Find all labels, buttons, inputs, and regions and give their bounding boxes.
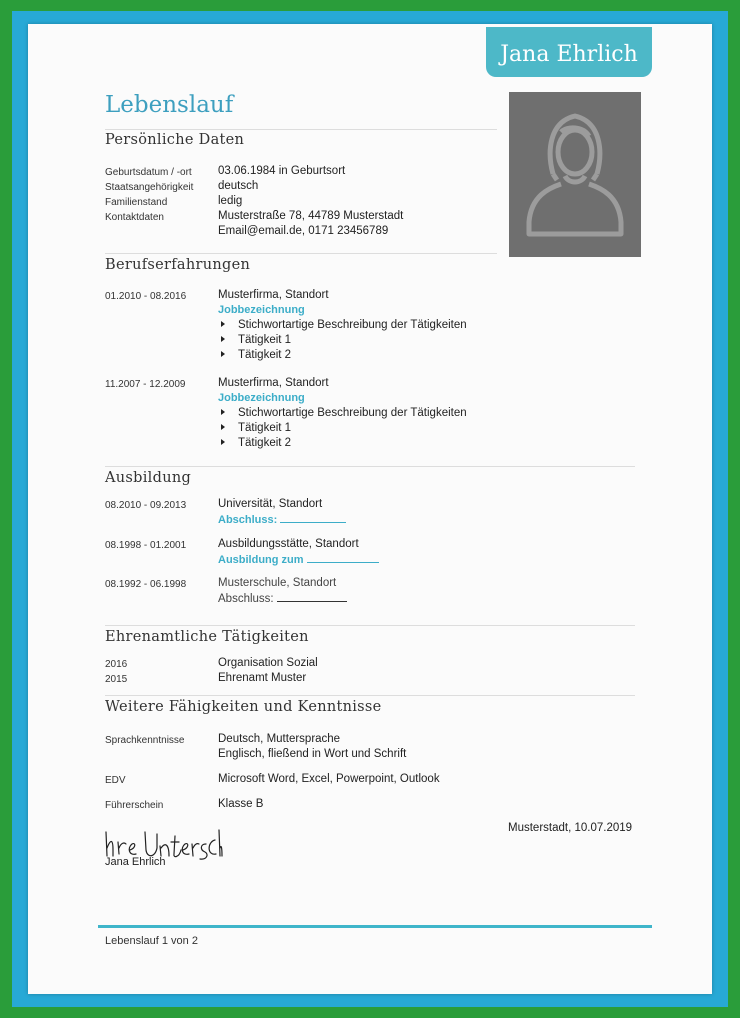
- section-divider: [105, 466, 635, 467]
- profile-photo-placeholder: [509, 92, 641, 257]
- experience-bullet: Stichwortartige Beschreibung der Tätigkeiten: [221, 319, 467, 331]
- section-divider: [105, 625, 635, 626]
- birth-label: Geburtsdatum / -ort: [105, 167, 192, 178]
- page-footer: Lebenslauf 1 von 2: [105, 935, 198, 947]
- footer-accent-bar: [98, 925, 652, 928]
- experience-bullet: Stichwortartige Beschreibung der Tätigkeiten: [221, 407, 467, 419]
- education-place: Universität, Standort: [218, 498, 323, 510]
- section-heading-personal: Persönliche Daten: [105, 132, 245, 148]
- education-period: 08.1992 - 06.1998: [105, 579, 187, 590]
- place-date: Musterstadt, 10.07.2019: [508, 822, 633, 834]
- bullet-arrow-icon: [221, 409, 225, 415]
- experience-job-title: Jobbezeichnung: [218, 392, 305, 404]
- experience-bullet: Tätigkeit 2: [221, 349, 291, 361]
- education-place: Musterschule, Standort: [218, 577, 337, 589]
- contact-email-phone: Email@email.de, 0171 23456789: [218, 225, 389, 237]
- name-tab: Jana Ehrlich: [486, 27, 652, 77]
- section-divider: [105, 695, 635, 696]
- nationality-value: deutsch: [218, 180, 259, 192]
- section-divider: [105, 129, 497, 130]
- experience-bullet: Tätigkeit 1: [221, 422, 291, 434]
- languages-label: Sprachkenntnisse: [105, 735, 185, 746]
- license-value: Klasse B: [218, 798, 264, 810]
- section-heading-skills: Weitere Fähigkeiten und Kenntnisse: [105, 699, 382, 715]
- languages-value: Deutsch, Muttersprache: [218, 733, 341, 745]
- bullet-arrow-icon: [221, 439, 225, 445]
- experience-period: 11.2007 - 12.2009: [105, 379, 186, 390]
- contact-label: Kontaktdaten: [105, 212, 164, 223]
- bullet-arrow-icon: [221, 351, 225, 357]
- experience-job-title: Jobbezeichnung: [218, 304, 305, 316]
- section-heading-education: Ausbildung: [105, 470, 192, 486]
- volunteer-year: 2015: [105, 674, 128, 685]
- nationality-label: Staatsangehörigkeit: [105, 182, 194, 193]
- experience-company: Musterfirma, Standort: [218, 289, 329, 301]
- education-detail: Ausbildung zum: [218, 553, 379, 566]
- experience-bullet: Tätigkeit 1: [221, 334, 291, 346]
- volunteer-activity: Ehrenamt Muster: [218, 672, 307, 684]
- marital-status-value: ledig: [218, 195, 243, 207]
- section-heading-experience: Berufserfahrungen: [105, 257, 251, 273]
- it-value: Microsoft Word, Excel, Powerpoint, Outlook: [218, 773, 440, 785]
- volunteer-activity: Organisation Sozial: [218, 657, 318, 669]
- experience-period: 01.2010 - 08.2016: [105, 291, 187, 302]
- education-place: Ausbildungsstätte, Standort: [218, 538, 359, 550]
- it-label: EDV: [105, 775, 126, 786]
- languages-value: Englisch, fließend in Wort und Schrift: [218, 748, 407, 760]
- license-label: Führerschein: [105, 800, 164, 811]
- experience-bullet: Tätigkeit 2: [221, 437, 291, 449]
- experience-company: Musterfirma, Standort: [218, 377, 329, 389]
- page-title: Lebenslauf: [105, 92, 234, 118]
- education-detail: Abschluss:: [218, 513, 346, 526]
- contact-address: Musterstraße 78, 44789 Musterstadt: [218, 210, 404, 222]
- volunteer-year: 2016: [105, 659, 128, 670]
- education-period: 08.1998 - 01.2001: [105, 540, 187, 551]
- section-heading-volunteer: Ehrenamtliche Tätigkeiten: [105, 629, 309, 645]
- bullet-arrow-icon: [221, 424, 225, 430]
- section-divider: [105, 253, 497, 254]
- person-silhouette-icon: [509, 92, 641, 257]
- bullet-arrow-icon: [221, 321, 225, 327]
- education-period: 08.2010 - 09.2013: [105, 500, 187, 511]
- marital-status-label: Familienstand: [105, 197, 168, 208]
- bullet-arrow-icon: [221, 336, 225, 342]
- education-detail: Abschluss:: [218, 592, 347, 605]
- signature-name: Jana Ehrlich: [105, 856, 166, 868]
- birth-value: 03.06.1984 in Geburtsort: [218, 165, 346, 177]
